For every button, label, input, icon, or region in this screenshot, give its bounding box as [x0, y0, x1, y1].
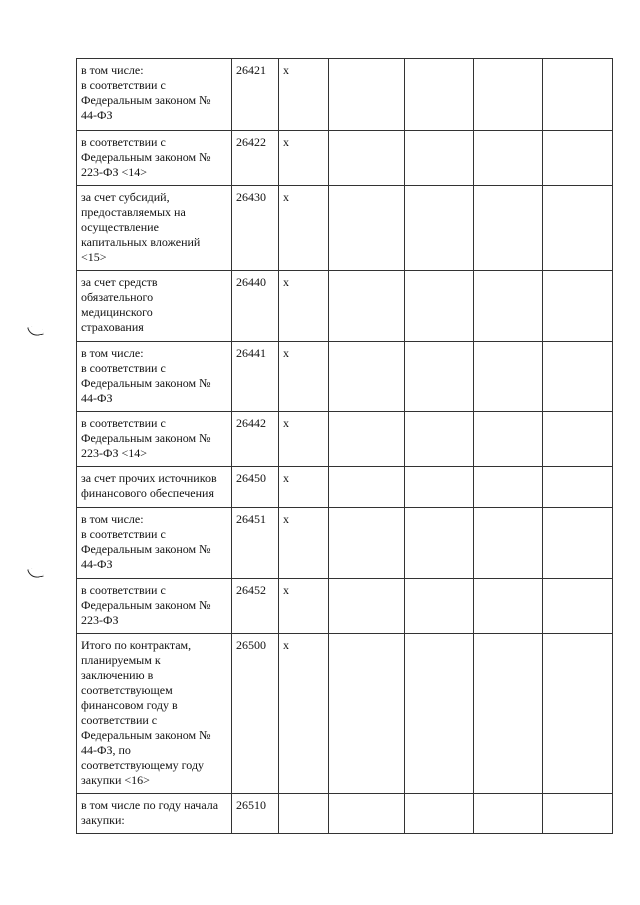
row-code: 26450	[232, 467, 279, 508]
empty-cell	[543, 467, 613, 508]
row-mark: x	[279, 634, 329, 794]
empty-cell	[543, 579, 613, 634]
table-row	[77, 59, 613, 131]
row-code: 26422	[232, 131, 279, 186]
empty-cell	[474, 579, 543, 634]
empty-cell	[405, 794, 474, 834]
empty-cell	[474, 794, 543, 834]
row-mark	[279, 794, 329, 834]
table-row	[77, 579, 613, 634]
table-row	[77, 634, 613, 794]
row-mark: x	[279, 59, 329, 131]
row-code: 26452	[232, 579, 279, 634]
row-description: в том числе по году начала закупки:	[77, 794, 232, 834]
row-code: 26430	[232, 186, 279, 271]
empty-cell	[329, 794, 405, 834]
row-description: за счет субсидий, предоставляемых на осуществление капитальных вложений <15>	[77, 186, 232, 271]
empty-cell	[474, 271, 543, 342]
empty-cell	[543, 508, 613, 579]
row-description: Итого по контрактам, планируемым к заключению в соответствующем финансовом году в соответствии с Федеральным законом № 44-ФЗ, по соответствующему году закупки <16>	[77, 634, 232, 794]
empty-cell	[405, 467, 474, 508]
row-mark: x	[279, 131, 329, 186]
empty-cell	[405, 634, 474, 794]
table-row	[77, 412, 613, 467]
empty-cell	[543, 186, 613, 271]
empty-cell	[329, 508, 405, 579]
empty-cell	[543, 794, 613, 834]
row-description: в соответствии с Федеральным законом № 223-ФЗ <14>	[77, 412, 232, 467]
empty-cell	[474, 634, 543, 794]
row-mark: x	[279, 271, 329, 342]
empty-cell	[329, 186, 405, 271]
binding-mark	[27, 567, 44, 579]
empty-cell	[329, 412, 405, 467]
row-description: в том числе: в соответствии с Федеральным законом № 44-ФЗ	[77, 59, 232, 131]
empty-cell	[329, 342, 405, 412]
row-description: в том числе: в соответствии с Федеральным законом № 44-ФЗ	[77, 508, 232, 579]
empty-cell	[405, 579, 474, 634]
row-code: 26510	[232, 794, 279, 834]
row-code: 26440	[232, 271, 279, 342]
row-code: 26441	[232, 342, 279, 412]
table-row	[77, 131, 613, 186]
row-mark: x	[279, 186, 329, 271]
table-row	[77, 794, 613, 834]
empty-cell	[329, 634, 405, 794]
empty-cell	[329, 579, 405, 634]
empty-cell	[543, 634, 613, 794]
empty-cell	[543, 342, 613, 412]
empty-cell	[474, 412, 543, 467]
empty-cell	[474, 467, 543, 508]
table-row	[77, 186, 613, 271]
empty-cell	[543, 131, 613, 186]
empty-cell	[543, 271, 613, 342]
data-table	[76, 58, 613, 834]
row-code: 26451	[232, 508, 279, 579]
empty-cell	[405, 59, 474, 131]
row-description: за счет прочих источников финансового обеспечения	[77, 467, 232, 508]
table-row	[77, 467, 613, 508]
row-code: 26500	[232, 634, 279, 794]
empty-cell	[405, 186, 474, 271]
row-description: в соответствии с Федеральным законом № 223-ФЗ	[77, 579, 232, 634]
empty-cell	[543, 59, 613, 131]
row-code: 26421	[232, 59, 279, 131]
row-mark: x	[279, 342, 329, 412]
row-mark: x	[279, 579, 329, 634]
empty-cell	[405, 131, 474, 186]
empty-cell	[405, 508, 474, 579]
empty-cell	[543, 412, 613, 467]
row-mark: x	[279, 467, 329, 508]
empty-cell	[474, 186, 543, 271]
row-description: в том числе: в соответствии с Федеральным законом № 44-ФЗ	[77, 342, 232, 412]
table-row	[77, 342, 613, 412]
row-mark: x	[279, 412, 329, 467]
row-mark: x	[279, 508, 329, 579]
empty-cell	[405, 271, 474, 342]
row-code: 26442	[232, 412, 279, 467]
row-description: за счет средств обязательного медицинского страхования	[77, 271, 232, 342]
empty-cell	[474, 508, 543, 579]
empty-cell	[474, 59, 543, 131]
row-description: в соответствии с Федеральным законом № 223-ФЗ <14>	[77, 131, 232, 186]
table-row	[77, 508, 613, 579]
empty-cell	[405, 342, 474, 412]
empty-cell	[329, 467, 405, 508]
empty-cell	[329, 271, 405, 342]
binding-mark	[27, 325, 44, 337]
table-row	[77, 271, 613, 342]
empty-cell	[474, 342, 543, 412]
empty-cell	[329, 59, 405, 131]
empty-cell	[329, 131, 405, 186]
empty-cell	[474, 131, 543, 186]
empty-cell	[405, 412, 474, 467]
